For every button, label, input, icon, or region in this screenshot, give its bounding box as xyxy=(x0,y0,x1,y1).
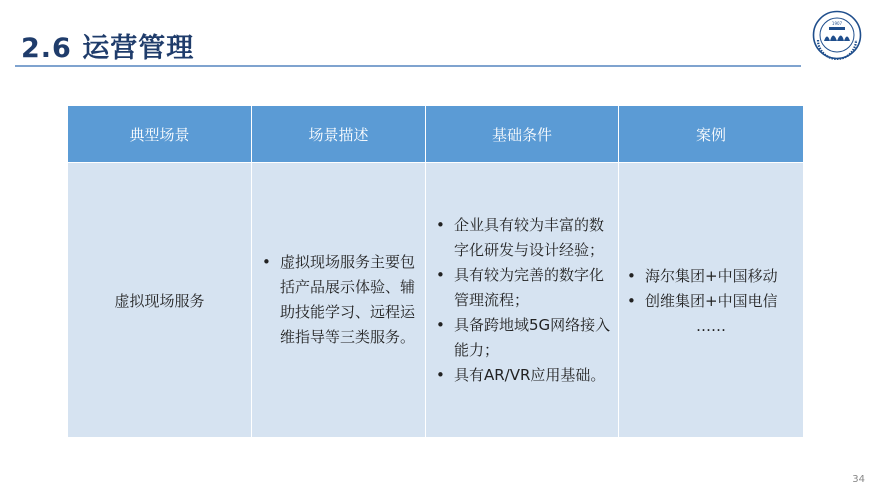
university-seal-icon xyxy=(812,10,862,60)
header-description: 场景描述 xyxy=(252,106,426,163)
header-conditions: 基础条件 xyxy=(426,106,619,163)
header-cases: 案例 xyxy=(619,106,804,163)
description-cell xyxy=(252,163,426,438)
table-header-row xyxy=(68,106,804,163)
condition-item: • 企业具有较为丰富的数字化研发与设计经验； xyxy=(432,213,612,263)
scenario-table xyxy=(67,105,804,438)
condition-item: • 具有AR/VR应用基础。 xyxy=(432,363,612,388)
university-logo xyxy=(812,10,862,60)
logo-year: 1907 xyxy=(831,21,843,26)
conditions-cell xyxy=(426,163,619,438)
title-underline xyxy=(15,65,801,67)
case-item: • 创维集团+中国电信 xyxy=(623,289,803,314)
cases-cell xyxy=(619,163,804,438)
description-item: • 虚拟现场服务主要包括产品展示体验、辅助技能学习、远程运维指导等三类服务。 xyxy=(258,250,419,350)
slide-title: 2.6 运营管理 xyxy=(21,33,195,64)
page-number: 34 xyxy=(852,474,865,485)
scene-cell: 虚拟现场服务 xyxy=(68,163,252,438)
cases-more: …… xyxy=(696,317,726,335)
case-item: • 海尔集团+中国移动 xyxy=(623,264,803,289)
condition-item: • 具备跨地域5G网络接入能力； xyxy=(432,313,612,363)
header-scene: 典型场景 xyxy=(68,106,252,163)
table-row xyxy=(68,163,804,438)
condition-item: • 具有较为完善的数字化管理流程； xyxy=(432,263,612,313)
